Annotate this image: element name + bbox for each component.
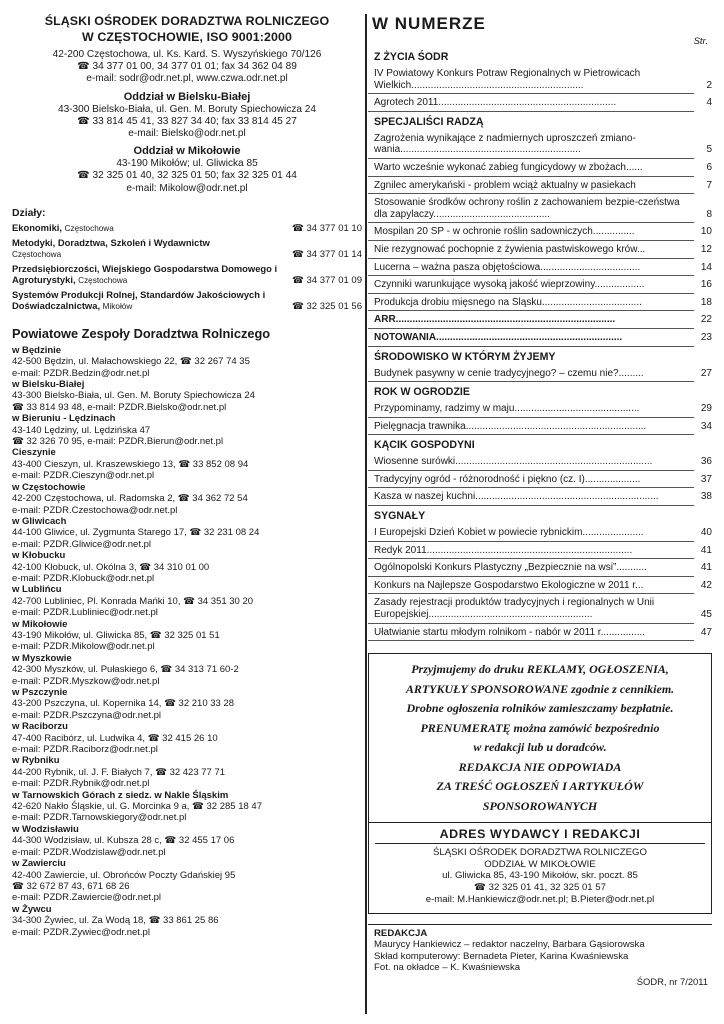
publisher-box — [368, 823, 712, 914]
pzdr-entry — [12, 447, 362, 481]
column-separator — [365, 14, 367, 1014]
toc-entry-title: Warto wcześnie wykonać zabieg fungicydowy w zbożach...... — [374, 161, 643, 173]
toc-entry-title: Stosowanie środków ochrony roślin z zachowaniem bezpie-czeństwa dla zapylaczy.......................................... — [374, 197, 680, 220]
publisher-line: ☎ 32 325 01 41, 32 325 01 57 — [474, 882, 606, 893]
toc-entry-page: 8 — [706, 208, 712, 220]
pzdr-entry — [12, 345, 362, 379]
toc-entry — [368, 130, 712, 159]
toc-entry-page: 27 — [700, 367, 712, 379]
advertising-box — [368, 653, 712, 823]
toc-entry-page: 36 — [700, 456, 712, 468]
org-title-2: W CZĘSTOCHOWIE, ISO 9001:2000 — [82, 29, 292, 44]
publisher-line: ŚLĄSKI OŚRODEK DORADZTWA ROLNICZEGO — [433, 847, 647, 859]
toc-entry-title: Lucerna – ważna pasza objętościowa.................................... — [374, 261, 641, 273]
pzdr-address: 42-100 Kłobuck, ul. Okólna 3, ☎ 34 310 01 00 — [12, 561, 210, 573]
pzdr-name: w Kłobucku — [12, 550, 66, 562]
toc-entry — [368, 94, 712, 112]
pzdr-email-2: e-mail: PZDR.Zawiercie@odr.net.pl — [12, 892, 162, 904]
dzial-row — [12, 289, 362, 312]
org-title-1: ŚLĄSKI OŚRODEK DORADZTWA ROLNICZEGO — [44, 14, 330, 28]
toc-entry — [368, 488, 712, 506]
pzdr-name: w Zawierciu — [12, 858, 66, 870]
toc-entry — [368, 624, 712, 642]
dzial-row — [12, 263, 362, 286]
ad-lines — [373, 660, 707, 816]
toc-section-title: KĄCIK GOSPODYNI — [374, 439, 475, 452]
pzdr-entry — [12, 584, 362, 618]
toc-entry-page: 40 — [700, 527, 712, 539]
dzial-city: Mikołów — [102, 301, 133, 311]
pzdr-entry — [12, 755, 362, 789]
toc-entry — [368, 241, 712, 259]
issue-number: ŚODR, nr 7/2011 — [636, 975, 708, 987]
toc-entry — [368, 223, 712, 241]
ad-line: SPONSOROWANYCH — [482, 798, 598, 813]
toc-entry-title: Tradycyjny ogród - różnorodność i piękno (cz. I).................... — [374, 473, 641, 485]
pzdr-entry — [12, 721, 362, 755]
editorial-box — [368, 924, 712, 987]
pzdr-email: e-mail: PZDR.Tarnowskiegory@odr.net.pl — [12, 812, 187, 824]
pzdr-email: e-mail: PZDR.Pszczyna@odr.net.pl — [12, 709, 162, 721]
toc-entry — [368, 294, 712, 312]
pzdr-name: w Myszkowie — [12, 652, 72, 664]
pzdr-email: e-mail: PZDR.Gliwice@odr.net.pl — [12, 538, 151, 550]
toc-entry-page: 47 — [700, 626, 712, 638]
pzdr-address: 47-400 Racibórz, ul. Ludwika 4, ☎ 32 415 26 10 — [12, 732, 218, 744]
toc-entry — [368, 65, 712, 94]
toc-entry — [368, 329, 712, 347]
toc-entry — [368, 259, 712, 277]
pzdr-email: e-mail: PZDR.Czestochowa@odr.net.pl — [12, 504, 178, 516]
editorial-line: Fot. na okładce – K. Kwaśniewska — [374, 962, 521, 974]
toc-entry-page: 38 — [700, 491, 712, 503]
pzdr-address: 43-140 Lędziny, ul. Lędzińska 47 — [12, 424, 151, 436]
toc-entry — [368, 276, 712, 294]
pzdr-entry — [12, 858, 362, 904]
branch-email: e-mail: Mikolow@odr.net.pl — [126, 182, 248, 194]
toc-entry-page: 45 — [700, 609, 712, 621]
dzial-city: Częstochowa — [78, 275, 128, 285]
pzdr-address: 42-700 Lubliniec, Pl. Konrada Mańki 10, ☎ 34 351 30 20 — [12, 595, 254, 607]
toc-entry-title: IV Powiatowy Konkurs Potraw Regionalnych w Pietrowicach Wielkich.............................................................. — [374, 68, 641, 91]
publisher-line: ODDZIAŁ W MIKOŁOWIE — [484, 858, 596, 870]
pzdr-name: w Żywcu — [12, 903, 52, 915]
pzdr-entry — [12, 653, 362, 687]
pzdr-entry — [12, 379, 362, 413]
editorial-lines — [374, 939, 712, 974]
pzdr-name: w Rybniku — [12, 755, 60, 767]
pzdr-address: 44-100 Gliwice, ul. Zygmunta Starego 17, ☎ 32 231 08 24 — [12, 527, 260, 539]
pzdr-address: 44-200 Rybnik, ul. J. F. Białych 7, ☎ 32 423 77 71 — [12, 766, 226, 778]
toc-entry — [368, 400, 712, 418]
toc-section-title: ŚRODOWISKO W KTÓRYM ŻYJEMY — [374, 350, 556, 363]
pzdr-email: ☎ 32 326 70 95, e-mail: PZDR.Bierun@odr.net.pl — [12, 436, 224, 448]
dzial-label: Systemów Produkcji Rolnej, Standardów Jakościowych i Doświadczalnictwa, — [12, 288, 266, 311]
toc-entry-page: 7 — [706, 179, 712, 191]
pzdr-email: ☎ 33 814 93 48, e-mail: PZDR.Bielsko@odr.net.pl — [12, 401, 227, 413]
publisher-title: ADRES WYDAWCY I REDAKCJI — [375, 827, 705, 844]
pzdr-email: e-mail: PZDR.Lubliniec@odr.net.pl — [12, 607, 158, 619]
pzdr-address: 43-300 Bielsko-Biała, ul. Gen. M. Boruty Spiechowicza 24 — [12, 390, 255, 402]
branch-email: e-mail: Bielsko@odr.net.pl — [128, 128, 246, 140]
toc-entry-page: 22 — [700, 314, 712, 326]
toc-entry-page: 29 — [700, 403, 712, 415]
toc-entry-title: Redyk 2011.......................................................................... — [374, 544, 633, 556]
dzialy-list — [12, 222, 362, 312]
pzdr-address: 42-300 Myszków, ul. Pułaskiego 6, ☎ 34 313 71 60-2 — [12, 664, 239, 676]
toc-entry-title: Konkurs na Najlepsze Gospodarstwo Ekologiczne w 2011 r... — [374, 579, 644, 591]
ad-line: ARTYKUŁY SPONSOROWANE zgodnie z cennikiem. — [405, 681, 675, 696]
toc-entry — [368, 365, 712, 383]
toc-entry — [368, 542, 712, 560]
pzdr-name: w Mikołowie — [12, 618, 68, 630]
toc-page-label: Str. — [693, 36, 708, 47]
pzdr-address: 43-190 Mikołów, ul. Gliwicka 85, ☎ 32 325 01 51 — [12, 629, 220, 641]
pzdr-address: 43-400 Cieszyn, ul. Kraszewskiego 13, ☎ 33 852 08 94 — [12, 458, 249, 470]
toc-entry — [368, 524, 712, 542]
toc-entry-title: NOTOWANIA................................................................... — [374, 331, 623, 343]
pzdr-name: w Tarnowskich Górach z siedz. w Nakle Śląskim — [12, 789, 229, 801]
table-of-contents — [368, 51, 712, 641]
toc-entry-title: Produkcja drobiu mięsnego na Śląsku.................................... — [374, 296, 642, 308]
pzdr-name: w Częstochowie — [12, 481, 86, 493]
toc-entry-title: Nie rezygnować pochopnie z żywienia pastwiskowego krów... — [374, 243, 646, 255]
ad-line: REDAKCJA NIE ODPOWIADA — [458, 759, 622, 774]
toc-entry — [368, 594, 712, 623]
right-column — [368, 14, 712, 987]
toc-entry-title: Pielęgnacja trawnika................................................................. — [374, 420, 647, 432]
pzdr-email: e-mail: PZDR.Rybnik@odr.net.pl — [12, 778, 150, 790]
publisher-lines — [375, 847, 705, 905]
pzdr-name: w Bielsku-Białej — [12, 379, 85, 391]
dzial-phone: ☎ 34 377 01 14 — [292, 248, 362, 260]
toc-entry-page: 2 — [706, 79, 712, 91]
toc-entry — [368, 177, 712, 195]
pzdr-name: w Raciborzu — [12, 721, 68, 733]
toc-entry-page: 16 — [700, 279, 712, 291]
pzdr-entry — [12, 619, 362, 653]
pzdr-address: 34-300 Żywiec, ul. Za Wodą 18, ☎ 33 861 25 86 — [12, 915, 219, 927]
toc-entry — [368, 159, 712, 177]
toc-entry-page: 41 — [700, 562, 712, 574]
dzial-name — [12, 289, 282, 312]
pzdr-address: 42-200 Częstochowa, ul. Radomska 2, ☎ 34 362 72 54 — [12, 493, 248, 505]
toc-section-title: SPECJALIŚCI RADZĄ — [374, 115, 484, 128]
pzdr-entry — [12, 413, 362, 447]
toc-entry — [368, 311, 712, 329]
toc-entry — [368, 453, 712, 471]
toc-section-title: ROK W OGRODZIE — [374, 386, 470, 399]
editorial-line: Maurycy Hankiewicz – redaktor naczelny, Barbara Gąsiorowska — [374, 939, 645, 951]
toc-entry-page: 4 — [706, 97, 712, 109]
branch-phones: ☎ 32 325 01 40, 32 325 01 50; fax 32 325 01 44 — [77, 170, 297, 182]
pzdr-entry — [12, 824, 362, 858]
toc-entry-title: Mospilan 20 SP - w ochronie roślin sadowniczych............... — [374, 226, 635, 238]
toc-title: W NUMERZE — [372, 14, 486, 33]
publisher-line: e-mail: M.Hankiewicz@odr.net.pl; B.Pieter@odr.net.pl — [425, 893, 655, 905]
pzdr-address: 43-200 Pszczyna, ul. Kopernika 14, ☎ 32 210 33 28 — [12, 698, 235, 710]
ad-line: w redakcji lub u doradców. — [473, 740, 607, 755]
toc-entry-page: 41 — [700, 544, 712, 556]
toc-entry-page: 6 — [706, 161, 712, 173]
pzdr-entry — [12, 790, 362, 824]
editorial-line: Skład komputerowy: Bernadeta Pieter, Karina Kwaśniewska — [374, 950, 629, 962]
toc-entry-page: 37 — [700, 473, 712, 485]
publisher-line: ul. Gliwicka 85, 43-190 Mikołów, skr. poczt. 85 — [442, 870, 638, 882]
dzial-phone: ☎ 32 325 01 56 — [292, 300, 362, 312]
pzdr-email: e-mail: PZDR.Cieszyn@odr.net.pl — [12, 470, 155, 482]
org-phones: ☎ 34 377 01 00, 34 377 01 01; fax 34 362 04 89 — [77, 61, 297, 73]
ad-line: Drobne ogłoszenia rolników zamieszczamy bezpłatnie. — [406, 701, 674, 716]
toc-entry-page: 34 — [700, 420, 712, 432]
left-column — [12, 14, 362, 938]
pzdr-name: w Bieruniu - Lędzinach — [12, 413, 116, 425]
toc-entry — [368, 559, 712, 577]
branches — [12, 91, 362, 195]
branch-title: Oddział w Bielsku-Białej — [123, 90, 251, 103]
toc-entry-title: Agrotech 2011................................................................ — [374, 97, 617, 109]
toc-entry-page: 10 — [700, 226, 712, 238]
ad-line: ZA TREŚĆ OGŁOSZEŃ I ARTYKUŁÓW — [436, 779, 644, 794]
toc-entry-page: 18 — [700, 296, 712, 308]
toc-entry-title: Budynek pasywny w cenie tradycyjnego? – czemu nie?......... — [374, 367, 644, 379]
dzial-city: Częstochowa — [64, 223, 114, 233]
toc-entry-title: Przypominamy, radzimy w maju............................................. — [374, 403, 640, 415]
pzdr-list — [12, 345, 362, 938]
pzdr-address: 42-500 Będzin, ul. Małachowskiego 22, ☎ 32 267 74 35 — [12, 356, 250, 368]
pzdr-name: w Wodzisławiu — [12, 823, 79, 835]
pzdr-email: e-mail: PZDR.Zywiec@odr.net.pl — [12, 926, 150, 938]
pzdr-entry — [12, 687, 362, 721]
pzdr-entry — [12, 550, 362, 584]
pzdr-address: 42-620 Nakło Śląskie, ul. G. Morcinka 9 a, ☎ 32 285 18 47 — [12, 801, 262, 813]
toc-section-title: SYGNAŁY — [374, 510, 426, 523]
toc-entry-page: 5 — [706, 144, 712, 156]
toc-entry-title: I Europejski Dzień Kobiet w powiecie rybnickim...................... — [374, 527, 644, 539]
branch-title: Oddział w Mikołowie — [133, 145, 241, 158]
masthead — [12, 14, 362, 195]
dzial-row — [12, 222, 362, 234]
pzdr-email: e-mail: PZDR.Wodzislaw@odr.net.pl — [12, 846, 166, 858]
toc-entry-page: 42 — [700, 579, 712, 591]
dzial-name — [12, 222, 282, 234]
toc-entry — [368, 194, 712, 223]
pzdr-email: e-mail: PZDR.Bedzin@odr.net.pl — [12, 367, 150, 379]
toc-entry-title: Kasza w naszej kuchni.................................................................. — [374, 491, 659, 503]
pzdr-name: w Będzinie — [12, 344, 62, 356]
pzdr-name: w Lublińcu — [12, 584, 62, 596]
toc-entry — [368, 471, 712, 489]
branch-address: 43-190 Mikołów; ul. Gliwicka 85 — [116, 158, 258, 170]
pzdr-entry — [12, 482, 362, 516]
pzdr-title: Powiatowe Zespoły Doradztwa Rolniczego — [12, 325, 271, 341]
dzial-label: Ekonomiki, — [12, 221, 63, 233]
branch-address: 43-300 Bielsko-Biała, ul. Gen. M. Boruty Spiechowicza 24 — [57, 103, 317, 115]
toc-entry-title: Ułatwianie startu młodym rolnikom - nabór w 2011 r................ — [374, 626, 646, 638]
toc-entry-title: Czynniki warunkujące wysoką jakość wieprzowiny.................. — [374, 279, 645, 291]
toc-entry-title: ARR............................................................................... — [374, 314, 616, 326]
toc-entry-title: Zgnilec amerykański - problem wciąż aktualny w pasiekach — [374, 179, 636, 191]
pzdr-email: e-mail: PZDR.Myszkow@odr.net.pl — [12, 675, 160, 687]
editorial-title: REDAKCJA — [374, 928, 428, 940]
dzial-name — [12, 263, 282, 286]
dzial-phone: ☎ 34 377 01 10 — [292, 222, 362, 234]
dzialy-title: Działy: — [12, 207, 46, 219]
dzial-label: Przedsiębiorczości, Wiejskiego Gospodarstwa Domowego i Agroturystyki, — [12, 262, 278, 285]
ad-line: Przyjmujemy do druku REKLAMY, OGŁOSZENIA, — [411, 662, 669, 677]
dzial-name — [12, 237, 282, 260]
pzdr-email: e-mail: PZDR.Klobuck@odr.net.pl — [12, 572, 155, 584]
pzdr-entry — [12, 516, 362, 550]
toc-entry-title: Zasady rejestracji produktów tradycyjnych i regionalnych w Unii Europejskiej........................................................... — [374, 597, 655, 621]
toc-section-title: Z ŻYCIA ŚODR — [374, 51, 449, 63]
pzdr-address: 44-300 Wodzisław, ul. Kubsza 28 c, ☎ 32 455 17 06 — [12, 835, 235, 847]
branch-phones: ☎ 33 814 45 41, 33 827 34 40; fax 33 814 45 27 — [77, 115, 297, 127]
dzial-row — [12, 237, 362, 260]
toc-entry — [368, 577, 712, 595]
pzdr-name: Cieszynie — [12, 447, 56, 459]
toc-entry-title: Wiosenne surówki....................................................................... — [374, 456, 653, 468]
toc-entry-page: 14 — [700, 261, 712, 273]
org-address: 42-200 Częstochowa, ul. Ks. Kard. S. Wyszyńskiego 70/126 — [52, 49, 322, 60]
toc-entry-page: 12 — [700, 243, 712, 255]
pzdr-email: e-mail: PZDR.Mikolow@odr.net.pl — [12, 641, 155, 653]
org-email: e-mail: sodr@odr.net.pl, www.czwa.odr.net.pl — [86, 73, 288, 85]
toc-entry-title: Zagrożenia wynikające z nadmiernych uproszczeń zmiano-wania................................................................. — [374, 132, 636, 156]
pzdr-name: w Pszczynie — [12, 687, 68, 699]
pzdr-email: e-mail: PZDR.Raciborz@odr.net.pl — [12, 744, 158, 756]
pzdr-address: 42-400 Zawiercie, ul. Obrońców Poczty Gdańskiej 95 — [12, 869, 236, 881]
dzial-city: Częstochowa — [12, 249, 62, 259]
pzdr-email: ☎ 32 672 87 43, 671 68 26 — [12, 880, 130, 892]
toc-entry — [368, 418, 712, 436]
pzdr-name: w Gliwicach — [12, 515, 67, 527]
ad-line: PRENUMERATĘ można zamówić bezpośrednio — [420, 720, 660, 735]
pzdr-entry — [12, 904, 362, 938]
dzial-phone: ☎ 34 377 01 09 — [292, 274, 362, 286]
dzial-label: Metodyki, Doradztwa, Szkoleń i Wydawnictw — [12, 236, 210, 248]
toc-entry-page: 23 — [700, 331, 712, 343]
toc-entry-title: Ogólnopolski Konkurs Plastyczny „Bezpiecznie na wsi”........... — [374, 562, 647, 574]
